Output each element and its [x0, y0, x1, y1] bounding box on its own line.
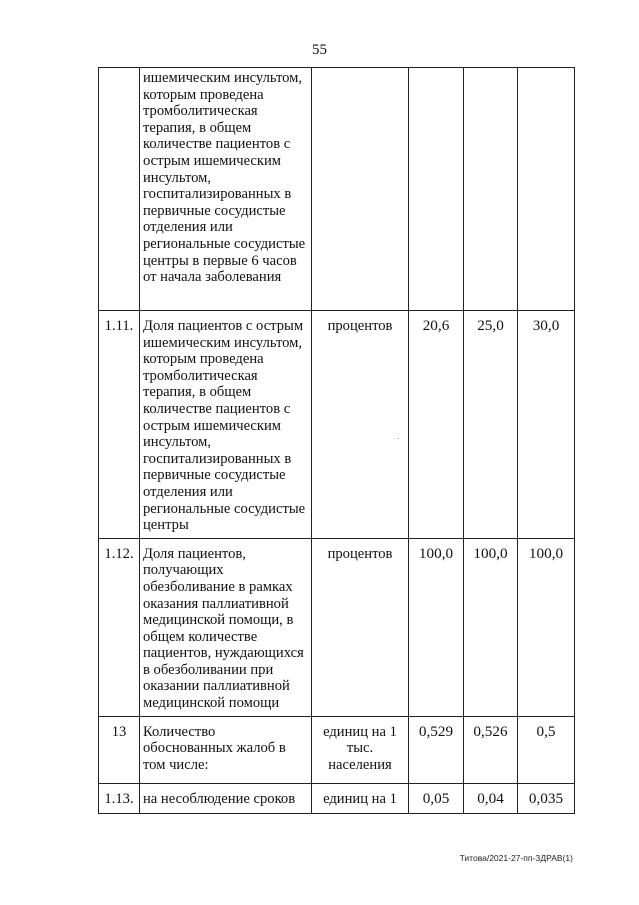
- unit-cell: единиц на 1 тыс. населения: [312, 716, 409, 783]
- unit-cell: процентов: [312, 311, 409, 539]
- value-cell: 0,5: [518, 716, 575, 783]
- row-number: 1.13.: [99, 783, 140, 813]
- row-number: 1.12.: [99, 538, 140, 716]
- unit-cell: процентов: [312, 538, 409, 716]
- row-number: [99, 68, 140, 311]
- table-row: [99, 538, 575, 716]
- unit-cell: единиц на 1: [312, 783, 409, 813]
- value-cell: 100,0: [518, 538, 575, 716]
- value-cell: 20,6: [409, 311, 464, 539]
- table-row: [99, 716, 575, 783]
- indicator-text: ишемическим инсультом, которым проведена тромболитическая терапия, в общем количестве пациентов с острым ишемическим инсультом, госпитализированных в первичные сосудистые отделения или региональные сосудистые центры в первые 6 часов от начала заболевания: [140, 68, 312, 311]
- row-number: 1.11.: [99, 311, 140, 539]
- value-cell: [518, 68, 575, 311]
- indicators-table: [98, 67, 575, 814]
- page-number: 55: [312, 42, 327, 58]
- table-row: [99, 783, 575, 813]
- value-cell: 30,0: [518, 311, 575, 539]
- value-cell: 100,0: [409, 538, 464, 716]
- value-cell: 0,526: [464, 716, 518, 783]
- value-cell: 0,05: [409, 783, 464, 813]
- value-cell: [409, 68, 464, 311]
- unit-cell: [312, 68, 409, 311]
- value-cell: 100,0: [464, 538, 518, 716]
- value-cell: 0,529: [409, 716, 464, 783]
- table-row: [99, 311, 575, 539]
- value-cell: 0,04: [464, 783, 518, 813]
- table-row: [99, 68, 575, 311]
- value-cell: [464, 68, 518, 311]
- indicator-text: на несоблюдение сроков: [140, 783, 312, 813]
- indicator-text: Доля пациентов с острым ишемическим инсультом, которым проведена тромболитическая терапия, в общем количестве пациентов с острым ишемическим инсультом, госпитализированных в первичные сосудистые отделения или региональные сосудистые центры: [140, 311, 312, 539]
- row-number: 13: [99, 716, 140, 783]
- value-cell: 25,0: [464, 311, 518, 539]
- value-cell: 0,035: [518, 783, 575, 813]
- indicator-text: Количество обоснованных жалоб в том числе:: [140, 716, 312, 783]
- indicator-text: Доля пациентов, получающих обезболивание в рамках оказания паллиативной медицинской помощи, в общем количестве пациентов, нуждающихся в обезболивании при оказании паллиативной медицинской помощи: [140, 538, 312, 716]
- scan-speck: [398, 438, 399, 439]
- document-footer-code: Титова/2021-27-пп-ЗДРАВ(1): [459, 853, 573, 863]
